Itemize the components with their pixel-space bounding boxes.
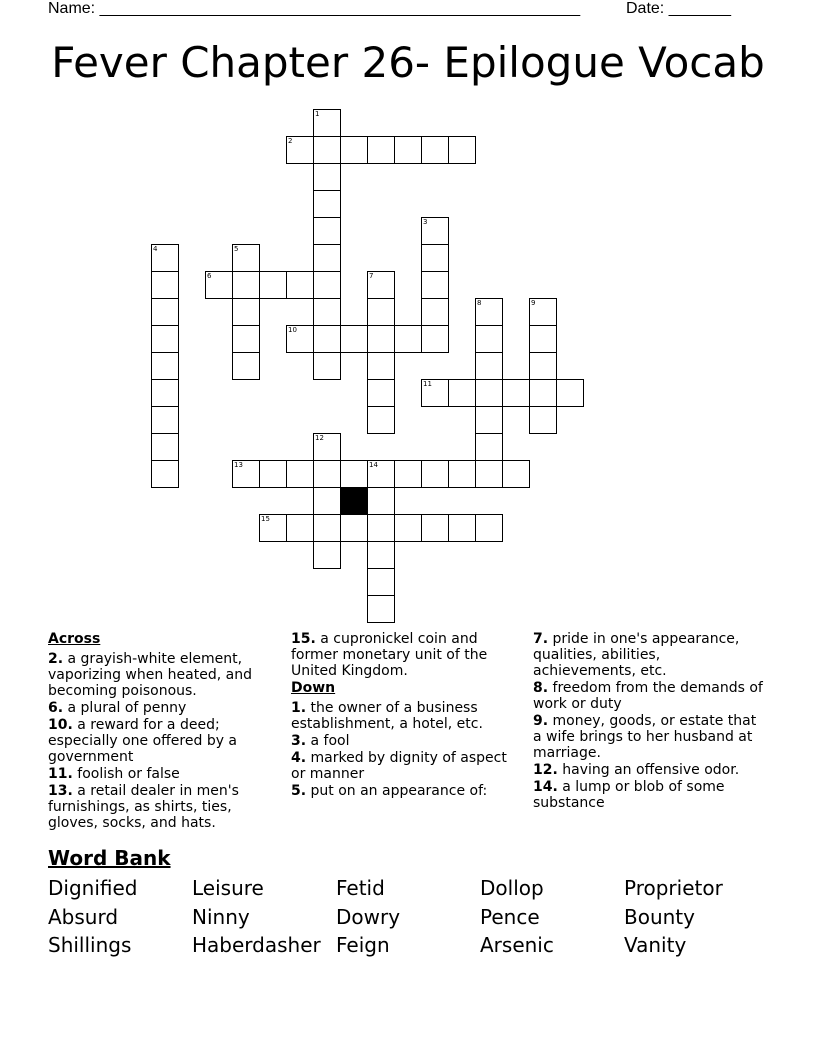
grid-cell[interactable]	[475, 352, 503, 380]
grid-cell[interactable]	[367, 379, 395, 407]
grid-cell[interactable]	[475, 514, 503, 542]
grid-cell[interactable]	[151, 244, 179, 272]
grid-cell[interactable]	[367, 568, 395, 596]
grid-cell[interactable]	[340, 136, 368, 164]
grid-cell[interactable]	[502, 460, 530, 488]
grid-cell[interactable]	[286, 325, 314, 353]
grid-cell[interactable]	[313, 271, 341, 299]
grid-cell[interactable]	[259, 271, 287, 299]
grid-clue-number: 5	[234, 245, 239, 253]
grid-cell[interactable]	[232, 325, 260, 353]
grid-cell[interactable]	[367, 136, 395, 164]
clue-down-7: 7. pride in one's appearance, qualities, abilities, achievements, etc.	[533, 631, 740, 679]
grid-cell[interactable]	[151, 298, 179, 326]
grid-clue-number: 8	[477, 299, 482, 307]
clue-down-1: 1. the owner of a business establishment, a hotel, etc.	[291, 700, 483, 732]
grid-cell[interactable]	[367, 460, 395, 488]
word-bank-item: Dignified	[48, 876, 138, 900]
word-bank-item: Feign	[336, 933, 390, 957]
grid-cell[interactable]	[529, 379, 557, 407]
word-bank-item: Pence	[480, 904, 540, 929]
clue-down-5: 5. put on an appearance of:	[291, 783, 488, 799]
grid-clue-number: 13	[234, 461, 243, 469]
word-bank-item: Proprietor	[624, 876, 723, 900]
name-field-label[interactable]: Name: ______________________________________________________	[48, 0, 581, 17]
grid-cell[interactable]	[394, 460, 422, 488]
grid-cell[interactable]	[286, 514, 314, 542]
grid-cell[interactable]	[313, 433, 341, 461]
grid-clue-number: 10	[288, 326, 297, 334]
clue-across-15: 15. a cupronickel coin and former monetary unit of the United Kingdom.	[291, 631, 488, 679]
grid-cell[interactable]	[313, 163, 341, 191]
grid-cell[interactable]	[421, 325, 449, 353]
grid-cell[interactable]	[313, 298, 341, 326]
grid-cell[interactable]	[475, 433, 503, 461]
grid-cell[interactable]	[151, 271, 179, 299]
grid-cell[interactable]	[529, 406, 557, 434]
clue-across-2: 2. a grayish-white element, vaporizing when heated, and becoming poisonous.	[48, 651, 252, 699]
clue-down-12: 12. having an offensive odor.	[533, 762, 740, 778]
grid-cell[interactable]	[367, 406, 395, 434]
date-field-label[interactable]: Date: _______	[626, 0, 731, 17]
grid-cell[interactable]	[421, 514, 449, 542]
clue-across-6: 6. a plural of penny	[48, 700, 187, 716]
grid-clue-number: 4	[153, 245, 158, 253]
grid-cell[interactable]	[529, 352, 557, 380]
grid-cell[interactable]	[232, 244, 260, 272]
grid-cell[interactable]	[313, 352, 341, 380]
grid-cell[interactable]	[205, 271, 233, 299]
grid-cell[interactable]	[313, 541, 341, 569]
clue-across-13: 13. a retail dealer in men's furnishings, as shirts, ties, gloves, socks, and hats.	[48, 783, 239, 831]
word-bank-item: Fetid	[336, 876, 385, 900]
grid-cell[interactable]	[475, 460, 503, 488]
grid-cell[interactable]	[367, 514, 395, 542]
word-bank-item: Leisure	[192, 876, 264, 900]
word-bank-item: Bounty	[624, 904, 695, 929]
clue-down-8: 8. freedom from the demands of work or duty	[533, 680, 763, 712]
grid-clue-number: 11	[423, 380, 432, 388]
clue-across-10: 10. a reward for a deed; especially one offered by a government	[48, 717, 238, 765]
clues-column-2	[291, 630, 516, 800]
down-heading: Down	[291, 680, 336, 696]
grid-cell[interactable]	[313, 325, 341, 353]
grid-cell[interactable]	[421, 460, 449, 488]
grid-cell[interactable]	[151, 406, 179, 434]
grid-cell[interactable]	[286, 271, 314, 299]
grid-cell[interactable]	[259, 460, 287, 488]
word-bank-item: Vanity	[624, 933, 687, 957]
grid-cell[interactable]	[313, 136, 341, 164]
grid-cell[interactable]	[313, 109, 341, 137]
grid-cell[interactable]	[394, 514, 422, 542]
grid-cell[interactable]	[502, 379, 530, 407]
grid-cell[interactable]	[259, 514, 287, 542]
clue-down-14: 14. a lump or blob of some substance	[533, 779, 725, 811]
grid-cell[interactable]	[421, 271, 449, 299]
grid-cell[interactable]	[421, 244, 449, 272]
word-bank-item: Dowry	[336, 904, 401, 929]
grid-cell[interactable]	[286, 460, 314, 488]
grid-cell[interactable]	[232, 460, 260, 488]
grid-cell[interactable]	[556, 379, 584, 407]
grid-cell[interactable]	[232, 298, 260, 326]
grid-cell[interactable]	[313, 487, 341, 515]
grid-cell[interactable]	[367, 352, 395, 380]
clue-across-11: 11. foolish or false	[48, 766, 180, 782]
word-bank-item: Haberdasher	[192, 933, 321, 957]
grid-clue-number: 14	[369, 461, 378, 469]
word-bank-item: Shillings	[48, 933, 132, 957]
grid-clue-number: 3	[423, 218, 428, 226]
word-bank-item: Arsenic	[480, 933, 554, 957]
grid-black-cell	[340, 487, 368, 515]
grid-cell[interactable]	[475, 298, 503, 326]
grid-cell[interactable]	[475, 325, 503, 353]
grid-cell[interactable]	[367, 271, 395, 299]
grid-cell[interactable]	[394, 136, 422, 164]
grid-cell[interactable]	[151, 433, 179, 461]
grid-cell[interactable]	[367, 298, 395, 326]
grid-cell[interactable]	[394, 325, 422, 353]
clue-down-9: 9. money, goods, or estate that a wife brings to her husband at marriage.	[533, 713, 757, 761]
grid-cell[interactable]	[367, 595, 395, 623]
grid-cell[interactable]	[475, 406, 503, 434]
across-heading: Across	[48, 631, 101, 647]
grid-cell[interactable]	[151, 352, 179, 380]
page-title: Fever Chapter 26- Epilogue Vocab	[51, 38, 765, 87]
grid-cell[interactable]	[151, 379, 179, 407]
grid-cell[interactable]	[313, 217, 341, 245]
grid-clue-number: 6	[207, 272, 212, 280]
grid-cell[interactable]	[286, 136, 314, 164]
grid-clue-number: 2	[288, 137, 293, 145]
clue-down-4: 4. marked by dignity of aspect or manner	[291, 750, 507, 782]
grid-cell[interactable]	[475, 379, 503, 407]
grid-clue-number: 12	[315, 434, 324, 442]
grid-cell[interactable]	[232, 271, 260, 299]
grid-cell[interactable]	[232, 352, 260, 380]
grid-cell[interactable]	[313, 514, 341, 542]
clues-column-3	[533, 630, 763, 812]
word-bank-title: Word Bank	[48, 846, 171, 870]
grid-cell[interactable]	[448, 379, 476, 407]
grid-cell[interactable]	[448, 460, 476, 488]
word-bank-item: Ninny	[192, 904, 250, 929]
grid-cell[interactable]	[313, 190, 341, 218]
clue-down-3: 3. a fool	[291, 733, 350, 749]
grid-cell[interactable]	[421, 136, 449, 164]
grid-cell[interactable]	[151, 325, 179, 353]
grid-cell[interactable]	[421, 298, 449, 326]
grid-cell[interactable]	[367, 487, 395, 515]
clues-column-1	[48, 630, 278, 832]
grid-cell[interactable]	[421, 379, 449, 407]
grid-clue-number: 15	[261, 515, 270, 523]
grid-clue-number: 9	[531, 299, 536, 307]
grid-cell[interactable]	[340, 460, 368, 488]
grid-cell[interactable]	[448, 136, 476, 164]
grid-cell[interactable]	[421, 217, 449, 245]
word-bank-item: Dollop	[480, 876, 544, 900]
word-bank-item: Absurd	[48, 904, 119, 929]
grid-cell[interactable]	[313, 460, 341, 488]
grid-cell[interactable]	[340, 325, 368, 353]
grid-cell[interactable]	[313, 244, 341, 272]
grid-clue-number: 1	[315, 110, 320, 118]
grid-cell[interactable]	[151, 460, 179, 488]
grid-cell[interactable]	[340, 514, 368, 542]
grid-cell[interactable]	[367, 541, 395, 569]
grid-cell[interactable]	[529, 325, 557, 353]
grid-clue-number: 7	[369, 272, 374, 280]
grid-cell[interactable]	[367, 325, 395, 353]
grid-cell[interactable]	[448, 514, 476, 542]
grid-cell[interactable]	[529, 298, 557, 326]
